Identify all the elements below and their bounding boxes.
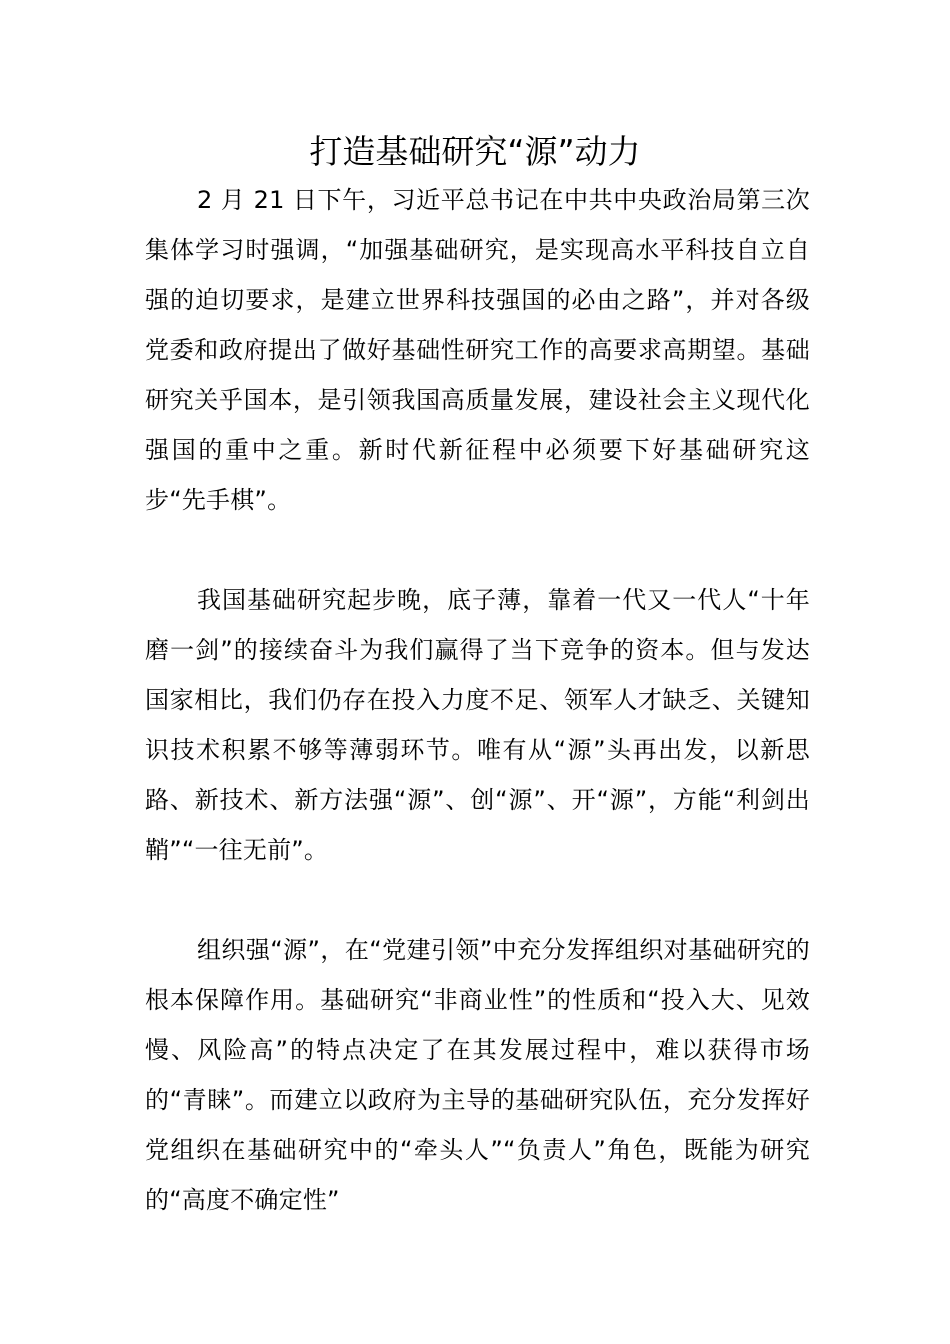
paragraph-2: 我国基础研究起步晚，底子薄，靠着一代又一代人“十年磨一剑”的接续奋斗为我们赢得了当下竞争的资本。但与发达国家相比，我们仍存在投入力度不足、领军人才缺乏、关键知识技术积累不够等薄弱环节。唯有从“源”头再出发，以新思路、新技术、新方法强“源”、创“源”、开“源”，方能“利剑出鞘”“一往无前”。 [145,586,810,864]
document-body [145,175,810,1225]
document-title: 打造基础研究“源”动力 [309,132,641,171]
paragraph-3: 组织强“源”，在“党建引领”中充分发挥组织对基础研究的根本保障作用。基础研究“非商业性”的性质和“投入大、见效慢、风险高”的特点决定了在其发展过程中，难以获得市场的“青睐”。而建立以政府为主导的基础研究队伍，充分发挥好党组织在基础研究中的“牵头人”“负责人”角色，既能为研究的“高度不确定性” [145,936,810,1214]
paragraph-1: 2 月 21 日下午，习近平总书记在中共中央政治局第三次集体学习时强调，“加强基础研究，是实现高水平科技自立自强的迫切要求，是建立世界科技强国的必由之路”，并对各级党委和政府提出了做好基础性研究工作的高要求高期望。基础研究关乎国本，是引领我国高质量发展，建设社会主义现代化强国的重中之重。新时代新征程中必须要下好基础研究这步“先手棋”。 [145,186,810,514]
